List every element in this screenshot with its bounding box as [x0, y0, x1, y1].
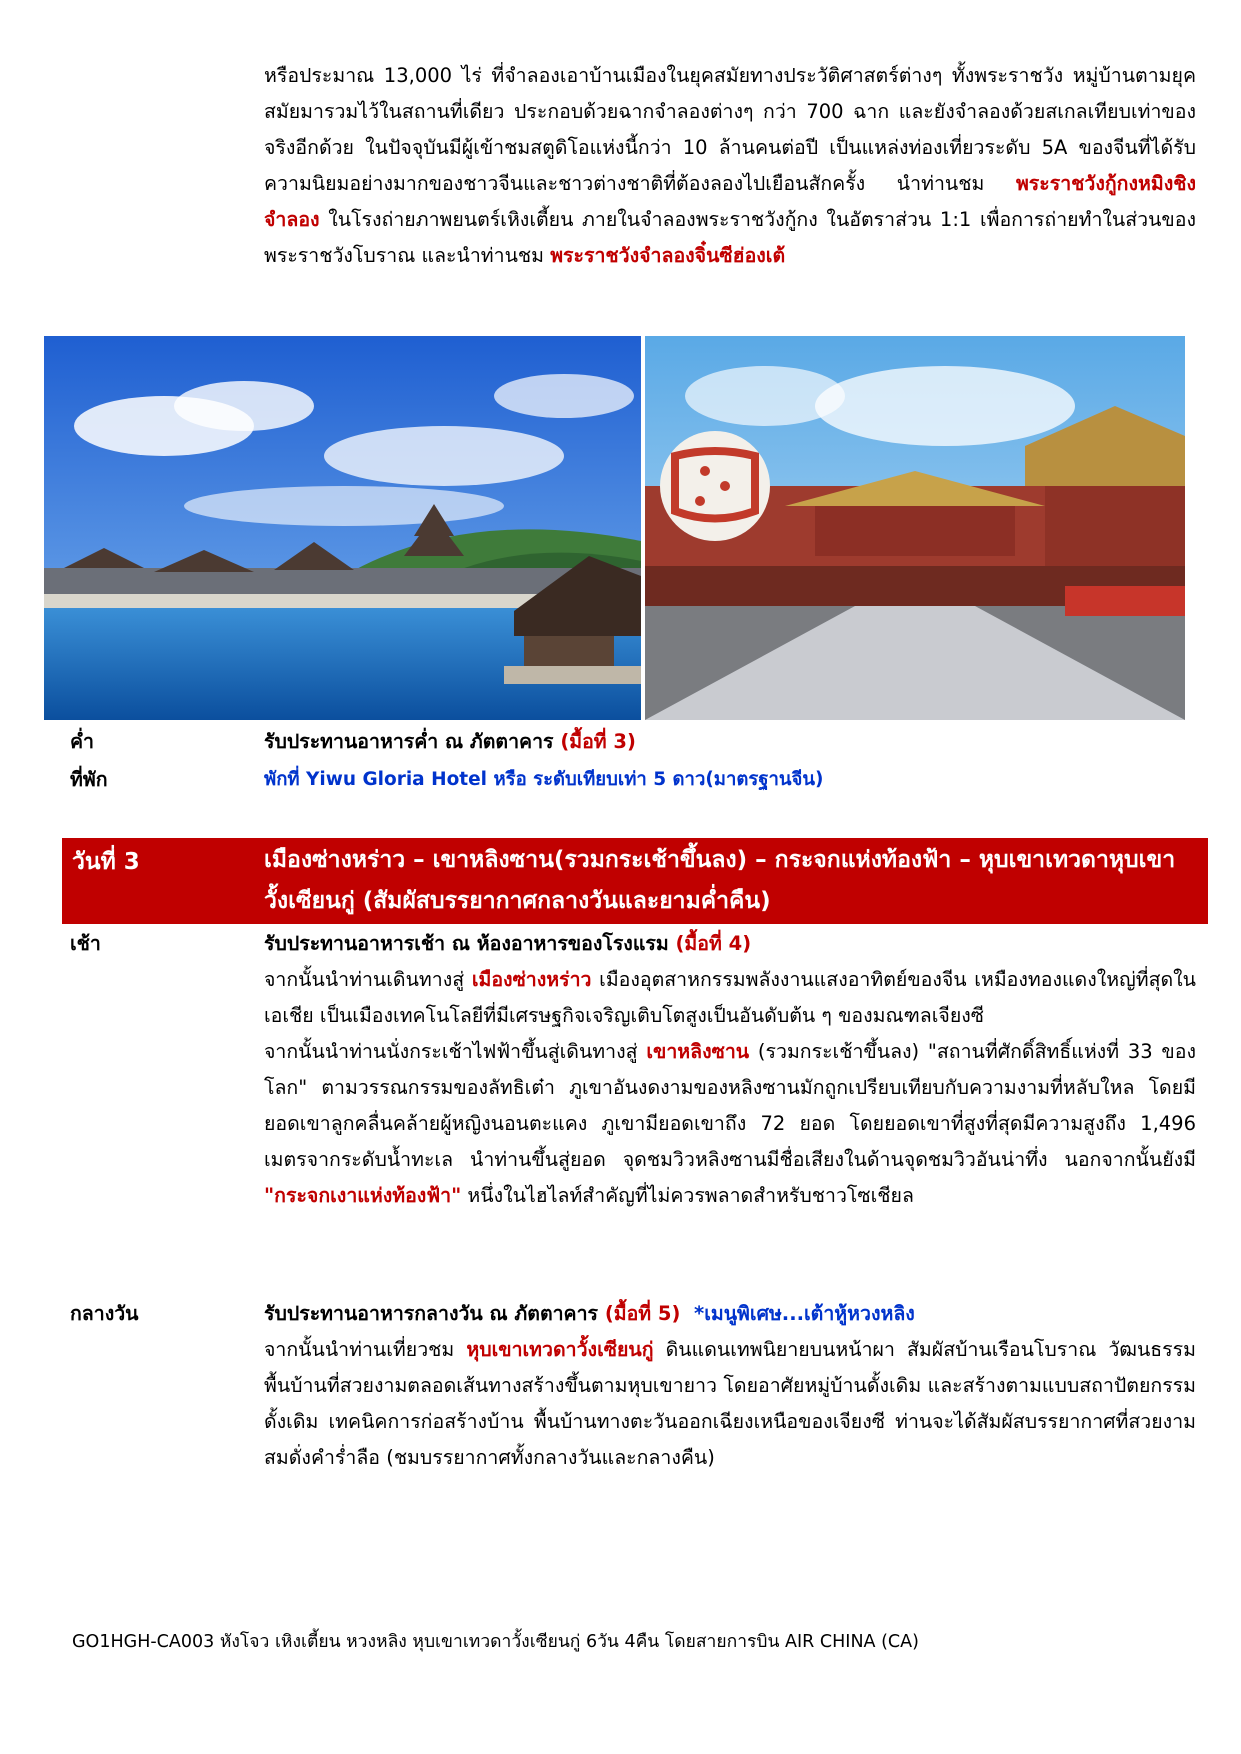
breakfast-text: รับประทานอาหารเช้า ณ ห้องอาหารของโรงแรม [264, 932, 676, 955]
highlight-qin-palace: พระราชวังจำลองจิ๋นซีฮ่องเต้ [550, 244, 786, 267]
intro-text: หรือประมาณ 13,000 ไร่ ที่จำลองเอาบ้านเมืองในยุคสมัยทางประวัติศาสตร์ต่างๆ ทั้งพระราชวัง หมู่บ้านตามยุคสมัยมารวมไว้ในสถานที่เดียว ประกอบด้วยฉากจำลองต่างๆ กว่า 700 ฉาก และยังจำลองด้วยสเกลเทียบเท่าของจริงอีกด้วย ในปัจจุบันมีผู้เข้าชมสตูดิโอแห่งนี้กว่า 10 ล้านคนต่อปี เป็นแหล่งท่องเที่ยวระดับ 5A ของจีนที่ได้รับความนิยมอย่างมากของชาวจีนและชาวต่างชาติที่ต้องลองไปเยือนสักครั้ง นำท่านชม [264, 64, 1196, 195]
lingshan-text: จากนั้นนำท่านนั่งกระเช้าไฟฟ้าขึ้นสู่เดินทางสู่ [264, 1040, 647, 1063]
day-number: วันที่ 3 [72, 849, 140, 875]
lingshan-text-3: หนึ่งในไฮไลท์สำคัญที่ไม่ควรพลาดสำหรับชาวโซเชียล [461, 1184, 914, 1207]
morning-label: เช้า [70, 932, 101, 955]
highlight-lingshan: เขาหลิงซาน [646, 1040, 750, 1063]
lunch-meal-number: (มื้อที่ 5) [604, 1302, 681, 1325]
footer: GO1HGH-CA003 หังโจว เหิงเตี้ยน หวงหลิง หุบเขาเทวดาวั้งเซียนกู่ 6วัน 4คืน โดยสายการบิน AIR CHINA (CA) [72, 1632, 919, 1652]
breakfast-line [264, 926, 1196, 962]
wangxian-text-2: ดินแดนเทพนิยายบนหน้าผา สัมผัสบ้านเรือนโบราณ วัฒนธรรมพื้นบ้านที่สวยงามตลอดเส้นทางสร้างขึ้นตามหุบเขายาว โดยอาศัยหมู่บ้านดั้งเดิม และสร้างตามแบบสถาปัตยกรรมดั้งเดิม เทคนิคการก่อสร้างบ้าน พื้นบ้านทางตะวันออกเฉียงเหนือของเจียงซี ท่านจะได้สัมผัสบรรยากาศที่สวยงามสมดั่งคำร่ำลือ (ชมบรรยากาศทั้งกลางวันและกลางคืน) [264, 1338, 1196, 1469]
shangrao-text: จากนั้นนำท่านเดินทางสู่ [264, 968, 472, 991]
lunch-label: กลางวัน [70, 1302, 139, 1325]
dinner-text: รับประทานอาหารค่ำ ณ ภัตตาคาร [264, 730, 561, 753]
dinner-label: ค่ำ [70, 730, 94, 753]
lingshan-paragraph [264, 1034, 1196, 1214]
hotel-text: พักที่ Yiwu Gloria Hotel หรือ ระดับเทียบเท่า 5 ดาว(มาตรฐานจีน) [264, 769, 824, 790]
dinner-meal-number: (มื้อที่ 3) [560, 730, 636, 753]
wangxian-text: จากนั้นนำท่านเที่ยวชม [264, 1338, 467, 1361]
wangxian-paragraph [264, 1332, 1196, 1476]
lunch-line [264, 1296, 1196, 1332]
lingshan-text-2: (รวมกระเช้าขึ้นลง) "สถานที่ศักดิ์สิทธิ์แห่งที่ 33 ของโลก" ตามวรรณกรรมของลัทธิเต๋า ภูเขาอันงดงามของหลิงซานมักถูกเปรียบเทียบกับความงามที่หลับใหล โดยมียอดเขาลูกคลื่นคล้ายผู้หญิงนอนตะแคง ภูเขามียอดเขาถึง 72 ยอด โดยยอดเขาที่สูงที่สุดมีความสูงถึง 1,496 เมตรจากระดับน้ำทะเล นำท่านขึ้นสู่ยอด จุดชมวิวหลิงซานมีชื่อเสียงในด้านจุดชมวิวอันน่าทึ่ง นอกจากนั้นยังมี [264, 1040, 1196, 1171]
lunch-text: รับประทานอาหารกลางวัน ณ ภัตตาคาร [264, 1302, 605, 1325]
morning-block [264, 926, 1196, 1214]
highlight-ming-qing-palace: พระราชวังกู้กงหมิงชิงจำลอง [264, 172, 1196, 231]
highlight-sky-mirror: "กระจกเงาแห่งท้องฟ้า" [264, 1184, 462, 1207]
day-title: เมืองซ่างหร่าว – เขาหลิงซาน(รวมกระเช้าขึ้นลง) – กระจกแห่งท้องฟ้า – หุบเขาเทวดาหุบเขาวั้งเซียนกู่ (สัมผัสบรรยากาศกลางวันและยามค่ำคืน) [264, 847, 1176, 914]
dinner-row [264, 724, 1196, 760]
highlight-shangrao: เมืองซ่างหร่าว [471, 968, 592, 991]
day3-header [62, 838, 1208, 924]
intro-text-2: ในโรงถ่ายภาพยนตร์เหิงเตี้ยน ภายในจำลองพระราชวังกู้กง ในอัตราส่วน 1:1 เพื่อการถ่ายทำในส่วนของพระราชวังโบราณ และนำท่านชม [264, 208, 1196, 267]
hotel-label: ที่พัก [70, 768, 108, 791]
shangrao-paragraph [264, 962, 1196, 1034]
special-menu: *เมนูพิเศษ...เต้าหู้หวงหลิง [694, 1302, 915, 1325]
highlight-wangxian-valley: หุบเขาเทวดาวั้งเซียนกู่ [466, 1338, 654, 1361]
intro-paragraph [264, 58, 1196, 274]
lunch-block [264, 1296, 1196, 1476]
breakfast-meal-number: (มื้อที่ 4) [675, 932, 752, 955]
shangrao-text-2: เมืองอุตสาหกรรมพลังงานแสงอาทิตย์ของจีน เหมืองทองแดงใหญ่ที่สุดในเอเชีย เป็นเมืองเทคโนโลยีที่มีเศรษฐกิจเจริญเติบโตสูงเป็นอันดับต้น ๆ ของมณฑลเจียงซี [264, 968, 1197, 1027]
lake-pavilion-photo [44, 336, 641, 720]
palace-gate-photo [645, 336, 1185, 720]
